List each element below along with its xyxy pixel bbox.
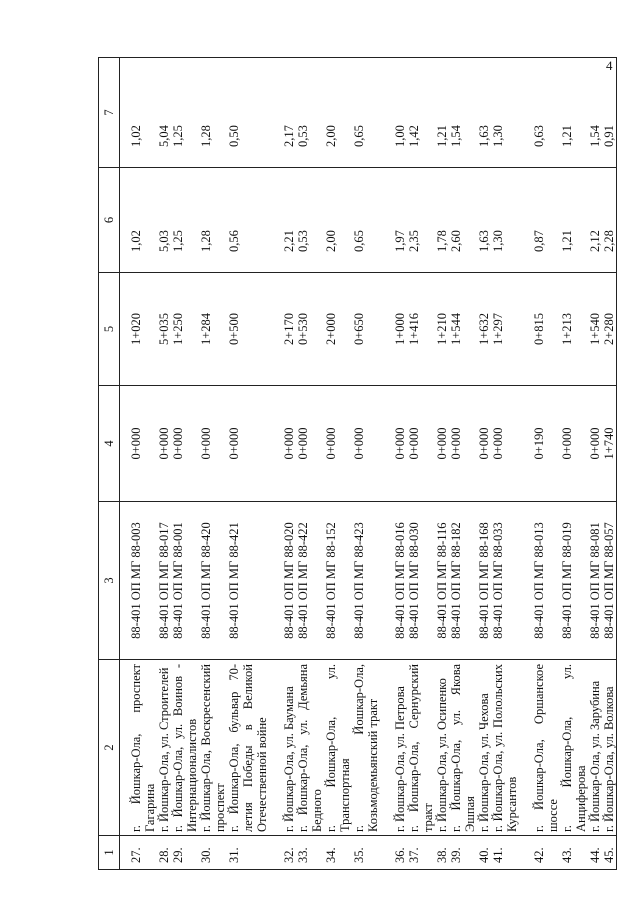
road-code: 88-401 ОП МГ 88-422 [296,502,324,660]
spacer-cell [120,168,130,273]
table-row [435,58,449,870]
start-km: 0+000 [324,386,352,502]
length-value: 1,25 [171,168,199,273]
road-code: 88-401 ОП МГ 88-057 [602,502,617,660]
row-number: 42. [532,836,560,870]
length-value: 1,30 [491,168,519,273]
road-code: 88-401 ОП МГ 88-033 [491,502,519,660]
total-value: 0,91 [602,58,617,168]
table-row [449,58,477,870]
start-km: 0+000 [157,386,171,502]
road-name: г. Йошкар-Ола, Сернурский тракт [407,660,435,836]
road-name: г. Йошкар-Ола, ул. Петрова [393,660,407,836]
row-number: 36. [393,836,407,870]
road-name: г. Йошкар-Ола, ул. Воинов - Интернационалистов [171,660,199,836]
start-km: 0+190 [532,386,560,502]
row-number: 32. [282,836,296,870]
table-row [602,58,617,870]
end-km: 0+530 [296,273,324,386]
table-row [282,58,296,870]
spacer-cell [269,836,282,870]
spacer-cell [269,502,282,660]
spacer-cell [120,386,130,502]
table-row [171,58,199,870]
spacer-cell [120,836,130,870]
row-number: 29. [171,836,199,870]
road-code: 88-401 ОП МГ 88-168 [477,502,491,660]
table-row [532,58,560,870]
spacer-cell [380,660,393,836]
spacer-cell [519,168,532,273]
end-km: 0+815 [532,273,560,386]
spacer-cell [120,660,130,836]
length-value: 1,97 [393,168,407,273]
spacer-cell [120,58,130,168]
start-km: 0+000 [199,386,227,502]
total-value: 1,28 [199,58,227,168]
page-number: 4 [606,58,613,73]
table-row [352,58,380,870]
spacer-row [120,58,130,870]
total-value: 0,63 [532,58,560,168]
road-code: 88-401 ОП МГ 88-016 [393,502,407,660]
end-km: 1+210 [435,273,449,386]
total-value: 5,04 [157,58,171,168]
table-row [324,58,352,870]
spacer-cell [269,168,282,273]
end-km: 1+544 [449,273,477,386]
spacer-cell [519,502,532,660]
spacer-cell [120,273,130,386]
road-code: 88-401 ОП МГ 88-420 [199,502,227,660]
end-km: 2+280 [602,273,617,386]
total-value: 2,17 [282,58,296,168]
length-value: 1,63 [477,168,491,273]
spacer-row [519,58,532,870]
road-code: 88-401 ОП МГ 88-019 [560,502,588,660]
end-km: 1+213 [560,273,588,386]
table-row [296,58,324,870]
spacer-row [380,58,393,870]
end-km: 2+170 [282,273,296,386]
length-value: 2,28 [602,168,617,273]
start-km: 0+000 [449,386,477,502]
spacer-cell [380,502,393,660]
total-value: 0,50 [227,58,269,168]
road-code: 88-401 ОП МГ 88-017 [157,502,171,660]
end-km: 1+632 [477,273,491,386]
start-km: 0+000 [129,386,157,502]
total-value: 1,54 [449,58,477,168]
rotated-table-container [98,58,616,870]
table-body [120,58,617,870]
total-value: 1,25 [171,58,199,168]
road-code: 88-401 ОП МГ 88-020 [282,502,296,660]
column-number-row [99,58,120,870]
road-name: г. Йошкар-Ола, ул. Анциферова [560,660,588,836]
end-km: 1+000 [393,273,407,386]
row-number: 28. [157,836,171,870]
total-value: 1,63 [477,58,491,168]
length-value: 2,12 [588,168,602,273]
length-value: 2,35 [407,168,435,273]
end-km: 1+020 [129,273,157,386]
start-km: 0+000 [282,386,296,502]
length-value: 0,53 [296,168,324,273]
spacer-cell [519,273,532,386]
start-km: 0+000 [560,386,588,502]
total-value: 1,21 [560,58,588,168]
length-value: 0,65 [352,168,380,273]
spacer-row [269,58,282,870]
spacer-cell [519,660,532,836]
length-value: 1,21 [560,168,588,273]
row-number: 43. [560,836,588,870]
start-km: 0+000 [491,386,519,502]
spacer-cell [380,386,393,502]
length-value: 1,02 [129,168,157,273]
table-row [588,58,602,870]
spacer-cell [269,386,282,502]
end-km: 1+297 [491,273,519,386]
row-number: 40. [477,836,491,870]
road-name: г. Йошкар-Ола, ул. Зарубина [588,660,602,836]
road-code: 88-401 ОП МГ 88-182 [449,502,477,660]
column-number: 6 [99,168,120,273]
spacer-cell [519,58,532,168]
road-code: 88-401 ОП МГ 88-013 [532,502,560,660]
column-number: 5 [99,273,120,386]
table-row [157,58,171,870]
start-km: 0+000 [435,386,449,502]
end-km: 5+035 [157,273,171,386]
road-name: г. Йошкар-Ола, ул. Чехова [477,660,491,836]
spacer-cell [120,502,130,660]
table-row [227,58,269,870]
road-code: 88-401 ОП МГ 88-152 [324,502,352,660]
length-value: 0,56 [227,168,269,273]
spacer-cell [380,273,393,386]
spacer-cell [519,386,532,502]
start-km: 0+000 [588,386,602,502]
row-number: 44. [588,836,602,870]
road-name: г. Йошкар-Ола, Оршанское шоссе [532,660,560,836]
end-km: 2+000 [324,273,352,386]
row-number: 39. [449,836,477,870]
total-value: 1,00 [393,58,407,168]
road-name: г. Йошкар-Ола, ул. Транспортная [324,660,352,836]
column-number: 4 [99,386,120,502]
spacer-cell [380,168,393,273]
total-value: 0,53 [296,58,324,168]
end-km: 1+416 [407,273,435,386]
road-name: г. Йошкар-Ола, ул. Баумана [282,660,296,836]
total-value: 2,00 [324,58,352,168]
column-number: 2 [99,660,120,836]
length-value: 2,00 [324,168,352,273]
road-name: г. Йошкар-Ола, ул. Полольских Курсантов [491,660,519,836]
total-value: 0,65 [352,58,380,168]
end-km: 1+284 [199,273,227,386]
length-value: 1,28 [199,168,227,273]
start-km: 0+000 [296,386,324,502]
row-number: 35. [352,836,380,870]
start-km: 0+000 [407,386,435,502]
table-row [560,58,588,870]
column-number: 1 [99,836,120,870]
road-code: 88-401 ОП МГ 88-421 [227,502,269,660]
start-km: 1+740 [602,386,617,502]
table-row [393,58,407,870]
start-km: 0+000 [227,386,269,502]
row-number: 27. [129,836,157,870]
road-code: 88-401 ОП МГ 88-116 [435,502,449,660]
road-name: г. Йошкар-Ола, ул. Якова Эшпая [449,660,477,836]
start-km: 0+000 [352,386,380,502]
column-number: 7 [99,58,120,168]
road-name: г. Йошкар-Ола, бульвар 70-летия Победы в Великой Отечественной войне [227,660,269,836]
road-name: г. Йошкар-Ола, ул. Волкова [602,660,617,836]
row-number: 41. [491,836,519,870]
table-row [477,58,491,870]
total-value: 1,42 [407,58,435,168]
total-value: 1,54 [588,58,602,168]
spacer-cell [380,58,393,168]
road-name: г. Йошкар-Ола, Воскресенский проспект [199,660,227,836]
roads-table [98,57,617,870]
road-code: 88-401 ОП МГ 88-001 [171,502,199,660]
road-name: г. Йошкар-Ола, Козьмодемьянский тракт [352,660,380,836]
row-number: 31. [227,836,269,870]
end-km: 0+650 [352,273,380,386]
row-number: 37. [407,836,435,870]
start-km: 0+000 [393,386,407,502]
road-code: 88-401 ОП МГ 88-081 [588,502,602,660]
table-row [407,58,435,870]
table-row [199,58,227,870]
spacer-cell [269,273,282,386]
end-km: 1+540 [588,273,602,386]
length-value: 2,60 [449,168,477,273]
road-name: г. Йошкар-Ола, ул. Осипенко [435,660,449,836]
spacer-cell [269,58,282,168]
spacer-cell [380,836,393,870]
length-value: 2,21 [282,168,296,273]
table-row [491,58,519,870]
road-name: г. Йошкар-Ола, проспект Гагарина [129,660,157,836]
total-value: 1,02 [129,58,157,168]
total-value: 1,21 [435,58,449,168]
spacer-cell [269,660,282,836]
start-km: 0+000 [477,386,491,502]
road-code: 88-401 ОП МГ 88-423 [352,502,380,660]
length-value: 1,78 [435,168,449,273]
road-name: г. Йошкар-Ола, ул. Демьяна Бедного [296,660,324,836]
road-code: 88-401 ОП МГ 88-003 [129,502,157,660]
row-number: 38. [435,836,449,870]
start-km: 0+000 [171,386,199,502]
spacer-cell [519,836,532,870]
column-number: 3 [99,502,120,660]
end-km: 1+250 [171,273,199,386]
row-number: 33. [296,836,324,870]
length-value: 5,03 [157,168,171,273]
road-name: г. Йошкар-Ола, ул. Строителей [157,660,171,836]
table-row [129,58,157,870]
length-value: 0,87 [532,168,560,273]
road-code: 88-401 ОП МГ 88-030 [407,502,435,660]
end-km: 0+500 [227,273,269,386]
total-value: 1,30 [491,58,519,168]
row-number: 30. [199,836,227,870]
row-number: 34. [324,836,352,870]
row-number: 45. [602,836,617,870]
